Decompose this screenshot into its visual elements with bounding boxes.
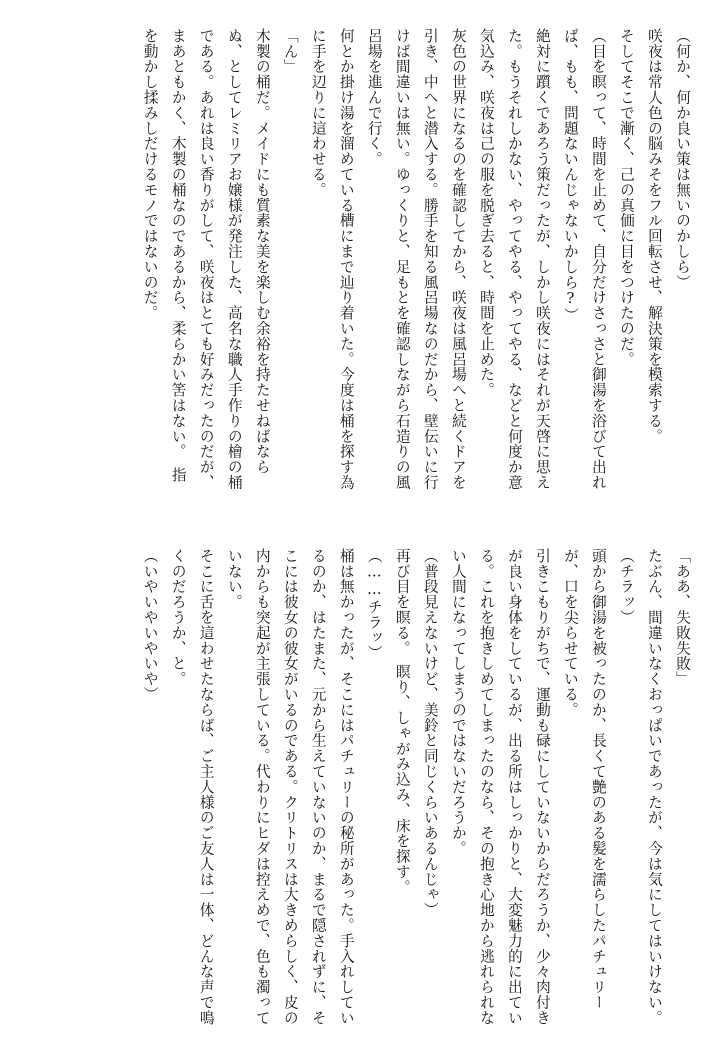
paragraph: （……チラッ） — [365, 548, 383, 661]
paragraph: （いやいやいやいや） — [141, 548, 159, 703]
paragraph: （目を瞑って、時間を止めて、自分だけさっさと御湯を浴びて出れば、もも、問題ないんじゃないかしら?） — [561, 28, 607, 491]
paragraph: 咲夜は常人色の脳みそをフル回転させ、解決策を模索する。 — [645, 28, 663, 444]
lower-text-flow — [136, 548, 696, 1026]
paragraph: 再び目を瞑る。 瞑り、しゃがみ込み、床を探す。 — [393, 548, 411, 895]
paragraph: 「ああ、失敗失敗」 — [674, 548, 691, 687]
paragraph: （何か、何か良い策は無いのかしら） — [674, 28, 691, 290]
upper-text-flow — [136, 28, 696, 498]
lower-text-block — [36, 548, 696, 1026]
paragraph: 「ん」 — [281, 28, 299, 75]
paragraph: たぶん、間違いなくおっぱいであったが、今は気にしてはいけない。 — [645, 548, 663, 1026]
paragraph: 何とか掛け湯を溜めている槽にまで辿り着いた。今度は桶を探す為に手を辺りに這わせる。 — [309, 28, 355, 491]
paragraph: 引きこもりがちで、運動も碌にしていないからだろうか、少々肉付きが良い身体をしているが、出る所はしっかりと、大変魅力的に出ている。これを抱きしめてしまったのなら、その抱き心地から逃れられない人間になってしまうのではないだろうか。 — [449, 548, 551, 1026]
upper-text-block — [36, 28, 696, 498]
paragraph: 灰色の世界になるのを確認してから、咲夜は風呂場へと続くドアを引き、中へと潜入する。勝手を知る風呂場なのだから、壁伝いに行けば間違いは無い。ゆっくりと、足もとを確認しながら石造りの風呂場を進んで行く。 — [365, 28, 467, 491]
paragraph: 木製の桶だ。メイドにも質素な美を楽しむ余裕を持たせねばならぬ、としてレミリアお嬢様が発注した、高名な職人手作りの檜の桶である。あれは良い香りがして、咲夜はとても好みだったのだが、まあともかく、木製の桶なのであるから、柔らかい筈はない。 指を動かし揉みしだけるモノではないのだ。 — [141, 28, 271, 491]
paragraph: （普段見えないけど、美鈴と同じくらいあるんじゃ） — [421, 548, 439, 918]
paragraph: 絶対に躓くであろう策だったが、しかし咲夜にはそれが天啓に思えた。もうそれしかない、やってやる、やってやる、などと何度か意気込み、咲夜は己の服を脱ぎ去ると、時間を止めた。 — [477, 28, 551, 491]
paragraph: そしてそこで漸く、己の真価に目をつけたのだ。 — [617, 28, 635, 367]
paragraph: 頭から御湯を被ったのか、長くて艶のある髪を濡らしたパチュリーが、口を尖らせている。 — [561, 548, 607, 1011]
paragraph: （チラッ） — [617, 548, 635, 626]
paragraph: そこに舌を這わせたならば、ご主人様のご友人は一体、どんな声で鳴くのだろうか、と。 — [169, 548, 215, 1026]
paragraph: 桶は無かったが、そこにはパチュリーの秘所があった。手入れしているのか、はたまた、元から生えていないのか、まるで隠されずに、そこには彼女の彼女がいるのである。クリトリスは大きめらしく、皮の内からも突起が主張している。代わりにヒダは控えめで、色も濁っていない。 — [225, 548, 355, 1026]
